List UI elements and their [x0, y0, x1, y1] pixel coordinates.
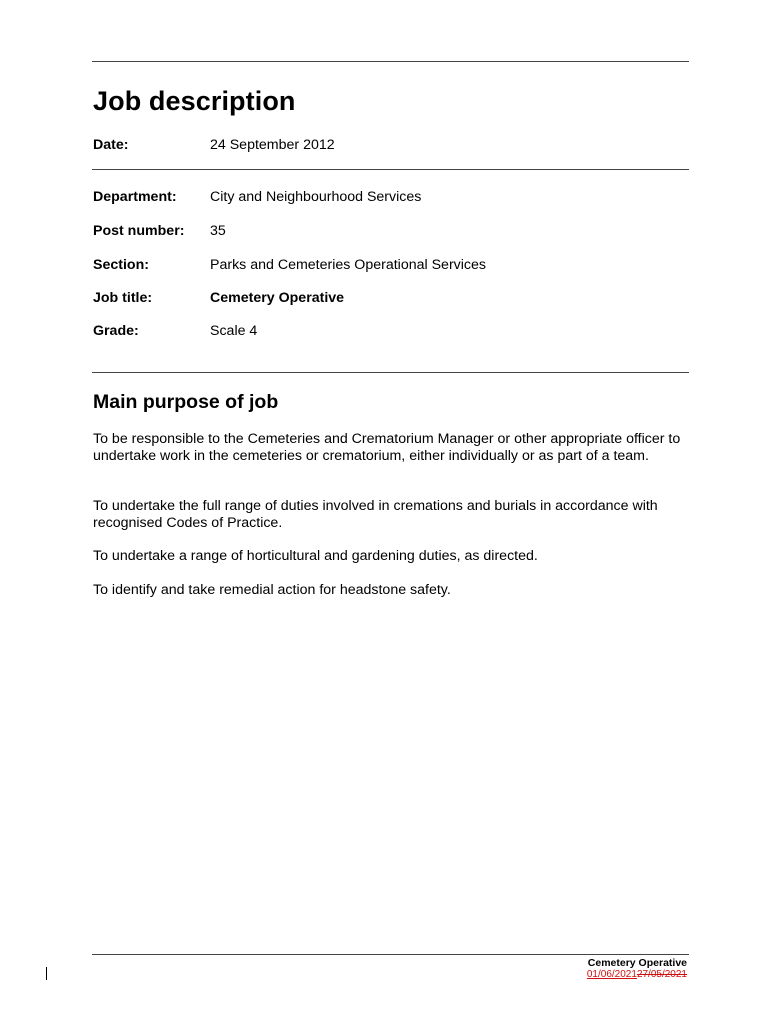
change-bar [46, 967, 47, 980]
top-rule [92, 61, 689, 62]
footer-title: Cemetery Operative [587, 957, 687, 969]
field-value: Parks and Cemeteries Operational Services [210, 257, 486, 273]
field-value: Cemetery Operative [210, 290, 345, 306]
main-purpose-heading: Main purpose of job [93, 391, 279, 413]
field-label: Department: [93, 189, 177, 205]
purpose-paragraph: To identify and take remedial action for headstone safety. [93, 582, 451, 598]
date-value: 24 September 2012 [210, 137, 335, 153]
field-label: Grade: [93, 323, 139, 339]
purpose-paragraph: To be responsible to the Cemeteries and Crematorium Manager or other appropriate officer to undertake work in the cemeteries or crematorium, either individually or as part of a team. [93, 431, 681, 464]
footer-date-deleted: 27/05/2021 [636, 969, 687, 980]
field-label: Section: [93, 257, 149, 273]
purpose-paragraph: To undertake the full range of duties involved in cremations and burials in accordance with recognised Codes of Practice. [93, 498, 658, 531]
fields-rule [92, 372, 689, 373]
footer-revision-dates [587, 969, 687, 980]
footer-rule [92, 954, 689, 955]
field-value: 35 [210, 223, 226, 239]
page-title: Job description [93, 86, 296, 116]
purpose-paragraph: To undertake a range of horticultural and gardening duties, as directed. [93, 548, 538, 564]
field-label: Job title: [93, 290, 153, 306]
field-label: Post number: [93, 223, 185, 239]
footer-date-inserted: 01/06/2021 [586, 969, 637, 980]
date-label: Date: [93, 137, 129, 153]
field-value: Scale 4 [210, 323, 258, 339]
date-rule [92, 169, 689, 170]
field-value: City and Neighbourhood Services [210, 189, 422, 205]
